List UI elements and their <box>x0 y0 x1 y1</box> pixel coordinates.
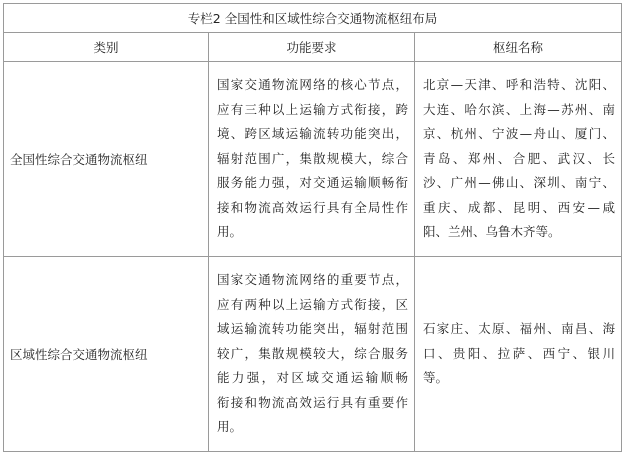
header-names: 枢纽名称 <box>415 33 622 62</box>
name-line: 石家庄、太原、福州、南昌、海 <box>423 321 616 337</box>
table-row-national <box>4 62 622 257</box>
function-line: 衔接和物流高效运行具有重要作 <box>217 394 408 410</box>
function-line: 用。 <box>217 419 243 435</box>
function-line: 国家交通物流网络的重要节点， <box>217 271 408 287</box>
function-cell <box>209 257 415 452</box>
table-row-regional <box>4 257 622 452</box>
function-cell <box>209 62 415 257</box>
function-line: 能力强，对区域交通运输顺畅 <box>217 370 408 386</box>
name-line: 等。 <box>423 370 449 386</box>
name-line: 北京—天津、呼和浩特、沈阳、 <box>423 76 616 92</box>
name-line: 大连、哈尔滨、上海—苏州、南 <box>423 101 616 117</box>
function-line: 辐射范围广，集散规模大，综合 <box>217 150 408 166</box>
function-line: 接和物流高效运行具有全局性作 <box>217 199 408 215</box>
category-cell: 全国性综合交通物流枢纽 <box>4 62 209 257</box>
name-line: 京、杭州、宁波—舟山、厦门、 <box>423 126 616 142</box>
names-cell <box>415 62 622 257</box>
header-function: 功能要求 <box>209 33 415 62</box>
header-category: 类别 <box>4 33 209 62</box>
name-line: 重庆、成都、昆明、西安—咸 <box>423 199 616 215</box>
name-line: 口、贵阳、拉萨、西宁、银川 <box>423 345 616 361</box>
name-line: 阳、兰州、乌鲁木齐等。 <box>423 224 561 240</box>
header-row <box>4 33 622 62</box>
names-cell <box>415 257 622 452</box>
function-line: 域运输流转功能突出，辐射范围 <box>217 321 408 337</box>
category-cell: 区域性综合交通物流枢纽 <box>4 257 209 452</box>
function-line: 用。 <box>217 224 243 240</box>
function-line: 服务能力强，对交通运输顺畅衔 <box>217 175 408 191</box>
function-line: 国家交通物流网络的核心节点， <box>217 76 408 92</box>
name-line: 沙、广州—佛山、深圳、南宁、 <box>423 175 616 191</box>
hub-layout-table <box>3 3 622 452</box>
caption-row <box>4 4 622 33</box>
name-line: 青岛、郑州、合肥、武汉、长 <box>423 150 616 166</box>
function-line: 应有两种以上运输方式衔接，区 <box>217 296 408 312</box>
function-line: 较广，集散规模较大，综合服务 <box>217 345 408 361</box>
function-line: 境、跨区域运输流转功能突出， <box>217 126 408 142</box>
table-caption: 专栏2 全国性和区域性综合交通物流枢纽布局 <box>4 4 622 33</box>
function-line: 应有三种以上运输方式衔接，跨 <box>217 101 408 117</box>
